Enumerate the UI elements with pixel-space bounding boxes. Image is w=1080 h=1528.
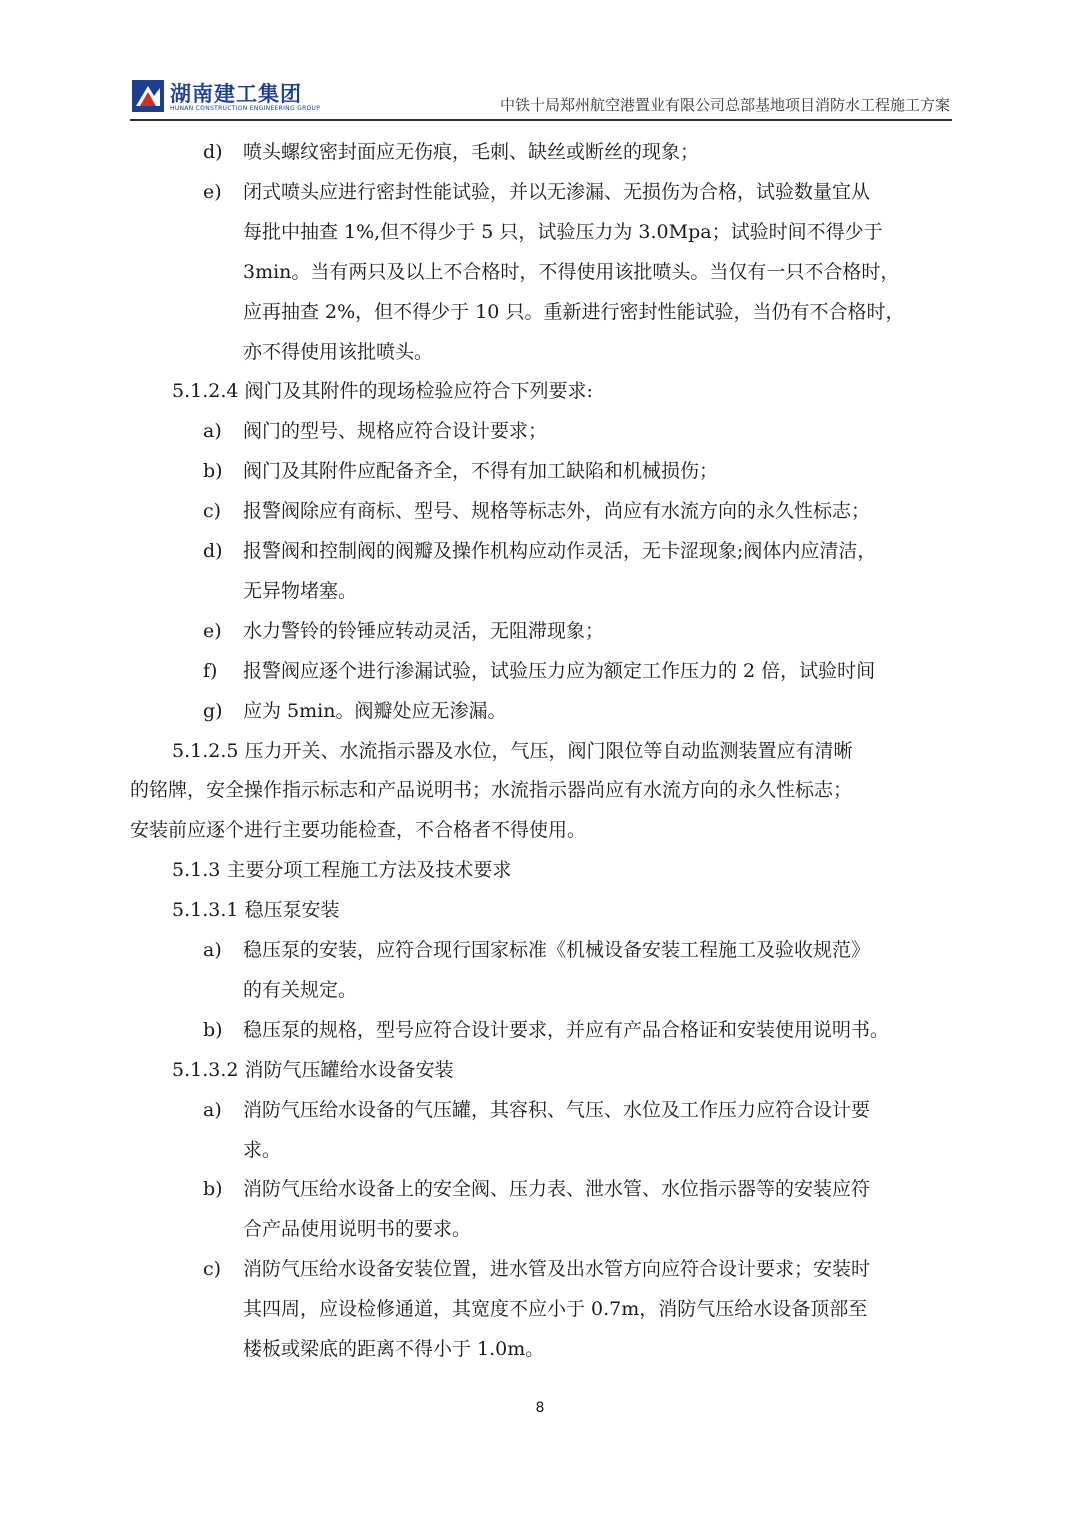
text-line: 报警阀和控制阀的阀瓣及操作机构应动作灵活，无卡涩现象;阀体内应清洁， [243, 540, 877, 562]
text-line: 闭式喷头应进行密封性能试验，并以无渗漏、无损伤为合格，试验数量宜从 [243, 180, 871, 203]
text-line: 应再抽查 2%，但不得少于 10 只。重新进行密封性能试验，当仍有不合格时， [243, 300, 905, 323]
text-line: 水力警铃的铃锤应转动灵活，无阻滞现象； [243, 619, 605, 642]
list-marker: d) [203, 141, 223, 163]
text-line: 的铭牌，安全操作指示标志和产品说明书；水流指示器尚应有水流方向的永久性标志； [130, 779, 853, 802]
text-line: 求。 [243, 1138, 282, 1161]
list-marker: a) [203, 939, 222, 961]
company-name: 湖南建工集团 [170, 82, 302, 106]
text-line: 阀门的型号、规格应符合设计要求； [243, 420, 548, 443]
list-marker: b) [203, 1178, 223, 1201]
text-line: 喷头螺纹密封面应无伤痕，毛刺、缺丝或断丝的现象； [243, 141, 700, 163]
text-line: 其四周，应设检修通道，其宽度不应小于 0.7m，消防气压给水设备顶部至 [243, 1298, 868, 1321]
list-marker: f) [203, 659, 218, 682]
text-line: 报警阀应逐个进行渗漏试验，试验压力应为额定工作压力的 2 倍，试验时间 [243, 659, 876, 682]
list-marker: b) [203, 460, 223, 483]
section-heading: 5.1.3 主要分项工程施工方法及技术要求 [172, 859, 512, 882]
page-header [130, 76, 950, 120]
header-divider [130, 119, 952, 121]
text-line: 稳压泵的安装，应符合现行国家标准《机械设备安装工程施工及验收规范》 [243, 939, 871, 961]
text-line: 应为 5min。阀瓣处应无渗漏。 [243, 699, 507, 722]
text-line: 消防气压给水设备安装位置，进水管及出水管方向应符合设计要求；安装时 [243, 1258, 871, 1281]
text-line: 消防气压给水设备上的安全阀、压力表、泄水管、水位指示器等的安装应符 [243, 1178, 871, 1201]
list-marker: a) [203, 1098, 222, 1121]
list-marker: e) [203, 180, 222, 203]
text-line: 楼板或梁底的距离不得小于 1.0m。 [243, 1338, 545, 1360]
list-marker: c) [203, 1258, 222, 1281]
list-marker: g) [203, 699, 223, 722]
list-marker: a) [203, 420, 222, 443]
company-logo-icon [132, 80, 164, 112]
company-name-en: HUNAN CONSTRUCTION ENGINEERING GROUP [170, 105, 321, 112]
text-line: 消防气压给水设备的气压罐，其容积、气压、水位及工作压力应符合设计要 [243, 1098, 871, 1121]
text-line: 稳压泵的规格，型号应符合设计要求，并应有产品合格证和安装使用说明书。 [243, 1018, 890, 1041]
text-line: 的有关规定。 [243, 978, 358, 1001]
text-line: 亦不得使用该批喷头。 [243, 340, 434, 363]
text-line: 报警阀除应有商标、型号、规格等标志外，尚应有水流方向的永久性标志； [243, 500, 871, 523]
text-line: 合产品使用说明书的要求。 [243, 1218, 472, 1241]
list-marker: b) [203, 1018, 223, 1041]
text-line: 3min。当有两只及以上不合格时，不得使用该批喷头。当仅有一只不合格时， [243, 260, 900, 283]
list-marker: e) [203, 619, 222, 642]
text-line: 安装前应逐个进行主要功能检查，不合格者不得使用。 [130, 819, 587, 842]
section-heading: 5.1.3.2 消防气压罐给水设备安装 [172, 1058, 454, 1081]
section-heading: 5.1.2.4 阀门及其附件的现场检验应符合下列要求: [172, 380, 593, 403]
text-line: 每批中抽查 1%,但不得少于 5 只，试验压力为 3.0Mpa；试验时间不得少于 [243, 220, 883, 243]
section-heading: 5.1.2.5 压力开关、水流指示器及水位，气压，阀门限位等自动监测装置应有清晰 [172, 739, 853, 762]
text-line: 阀门及其附件应配备齐全，不得有加工缺陷和机械损伤； [243, 460, 719, 483]
list-marker: d) [203, 540, 223, 562]
section-heading: 5.1.3.1 稳压泵安装 [172, 899, 340, 922]
text-line: 无异物堵塞。 [243, 579, 358, 602]
document-title: 中铁十局郑州航空港置业有限公司总部基地项目消防水工程施工方案 [499, 96, 950, 114]
page-number: 8 [535, 1400, 545, 1416]
list-marker: c) [203, 500, 222, 523]
